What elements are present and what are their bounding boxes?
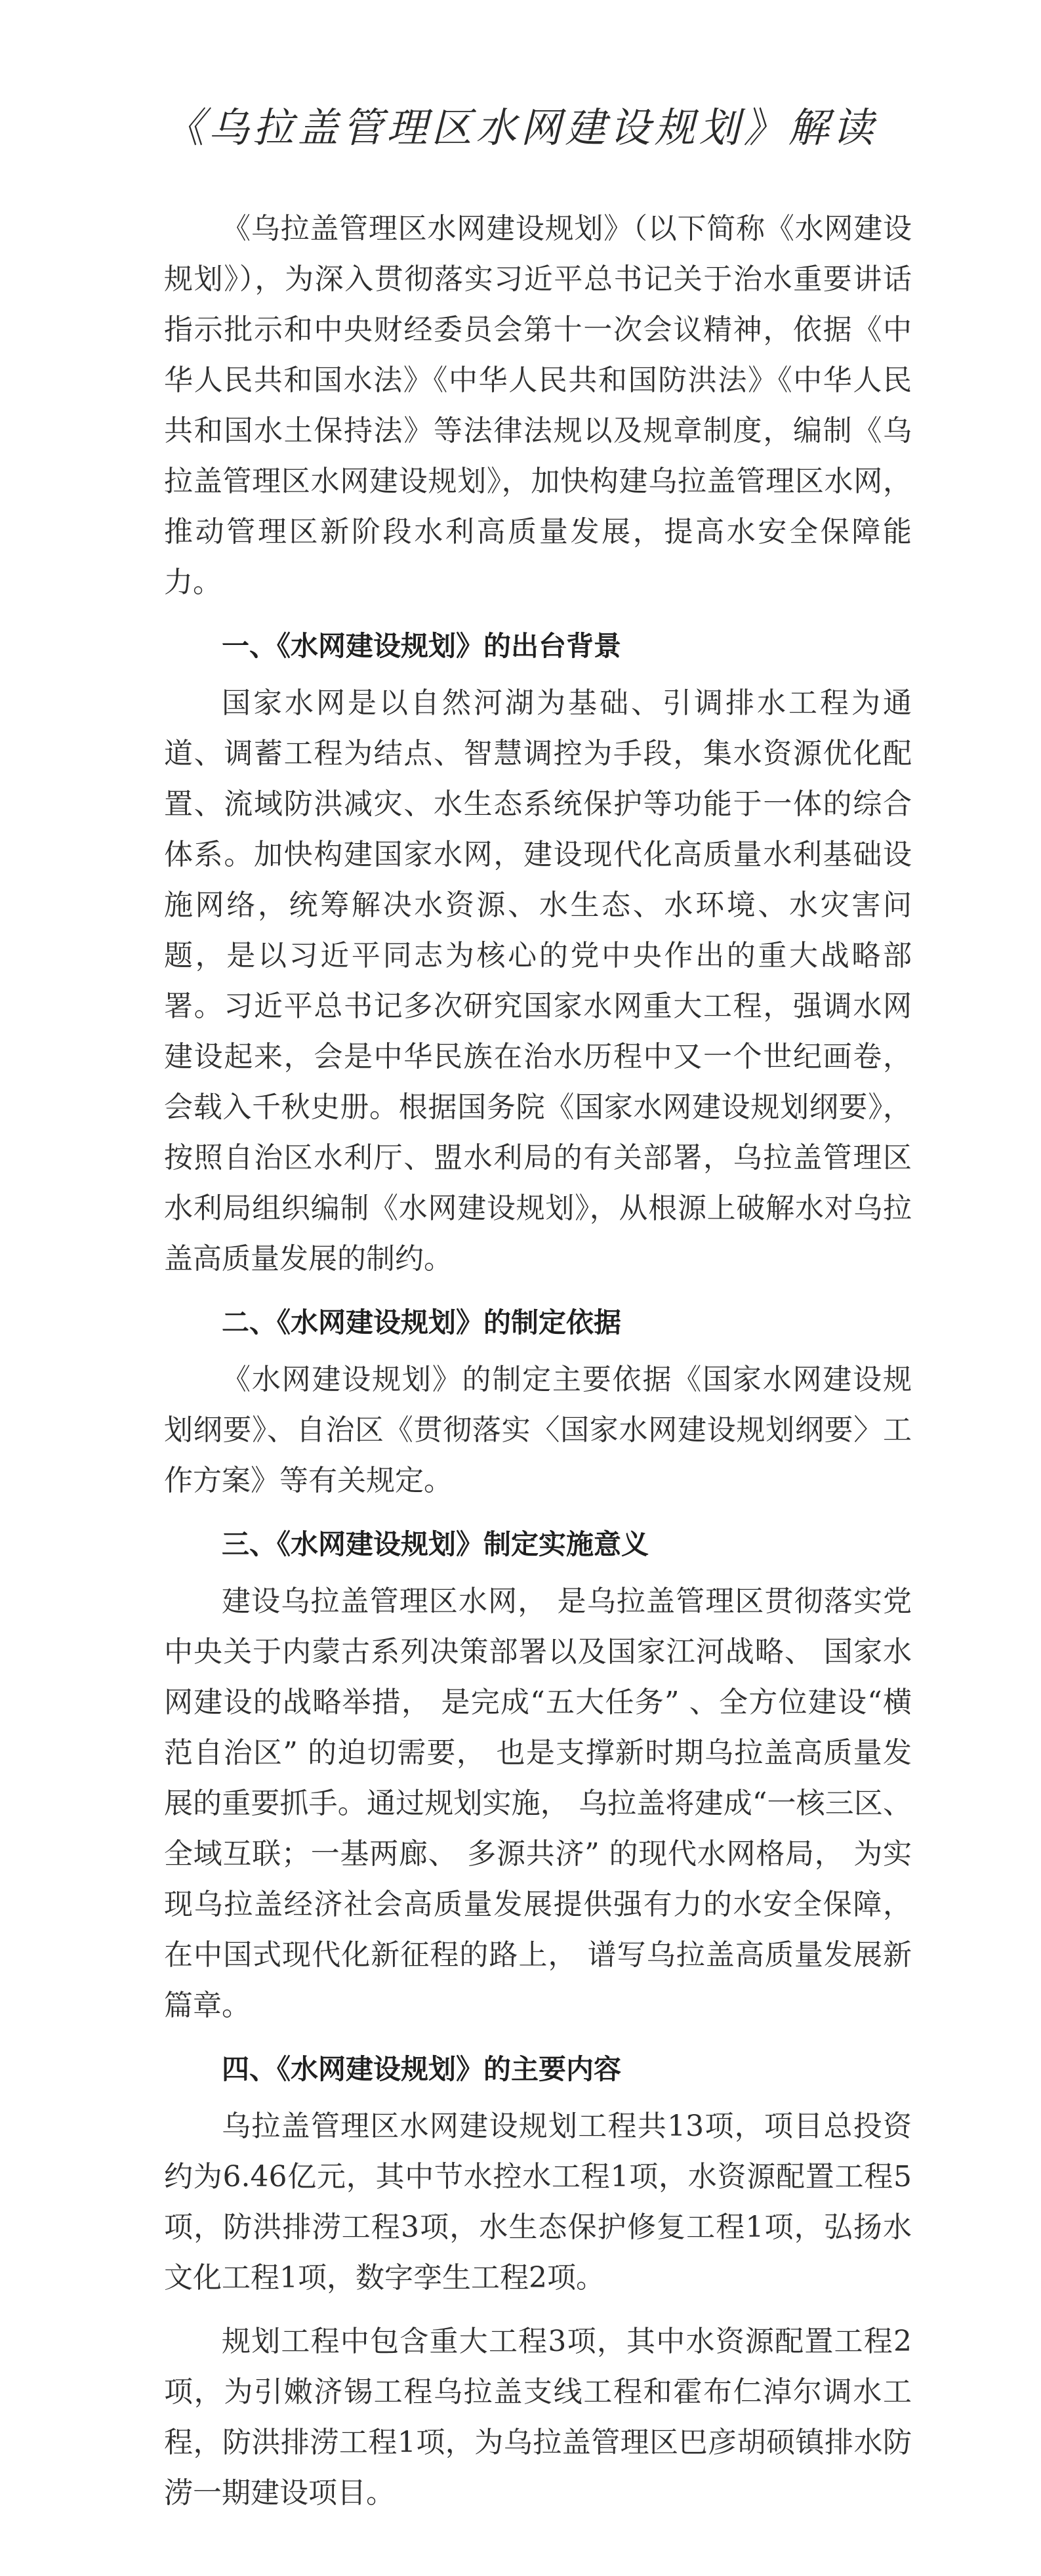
document-body: [164, 203, 912, 2531]
section-heading-main-content: 四、《水网建设规划》的主要内容: [222, 2053, 622, 2085]
section-basis-paragraph: 《水网建设规划》的制定主要依据《国家水网建设规划纲要》、自治区《贯彻落实〈国家水网建设规划纲要〉工作方案》等有关规定。: [164, 1363, 912, 1497]
section-heading-basis: 二、《水网建设规划》的制定依据: [222, 1306, 622, 1339]
section-main-content-paragraph-2: 规划工程中包含重大工程3项，其中水资源配置工程2项，为引嫩济锡工程乌拉盖支线工程和霍布仁淖尔调水工程，防洪排涝工程1项，为乌拉盖管理区巴彦胡硕镇排水防涝一期建设项目。: [164, 2325, 912, 2510]
section-significance-paragraph: 建设乌拉盖管理区水网， 是乌拉盖管理区贯彻落实党中央关于内蒙古系列决策部署以及国家江河战略、 国家水网建设的战略举措， 是完成“五大任务” 、全方位建设“横范自治区” 的迫切需要， 也是支撑新时期乌拉盖高质量发展的重要抓手。通过规划实施， 乌拉盖将建成“一核三区、 全域互联；一基两廊、 多源共济” 的现代水网格局， 为实现乌拉盖经济社会高质量发展提供强有力的水安全保障， 在中国式现代化新征程的路上， 谱写乌拉盖高质量发展新篇章。: [164, 1585, 912, 2022]
section-heading-background: 一、《水网建设规划》的出台背景: [222, 630, 622, 662]
section-background-paragraph: 国家水网是以自然河湖为基础、引调排水工程为通道、调蓄工程为结点、智慧调控为手段，集水资源优化配置、流域防洪减灾、水生态系统保护等功能于一体的综合体系。加快构建国家水网，建设现代化高质量水利基础设施网络，统筹解决水资源、水生态、水环境、水灾害问题，是以习近平同志为核心的党中央作出的重大战略部署。习近平总书记多次研究国家水网重大工程，强调水网建设起来，会是中华民族在治水历程中又一个世纪画卷，会载入千秋史册。根据国务院《国家水网建设规划纲要》，按照自治区水利厅、盟水利局的有关部署，乌拉盖管理区水利局组织编制《水网建设规划》，从根源上破解水对乌拉盖高质量发展的制约。: [164, 686, 912, 1276]
intro-paragraph: 《乌拉盖管理区水网建设规划》（以下简称《水网建设规划》），为深入贯彻落实习近平总书记关于治水重要讲话指示批示和中央财经委员会第十一次会议精神，依据《中华人民共和国水法》《中华人民共和国防洪法》《中华人民共和国水土保持法》等法律法规以及规章制度，编制《乌拉盖管理区水网建设规划》，加快构建乌拉盖管理区水网，推动管理区新阶段水利高质量发展，提高水安全保障能力。: [164, 212, 912, 599]
section-heading-significance: 三、《水网建设规划》制定实施意义: [222, 1528, 649, 1560]
section-main-content-paragraph-1: 乌拉盖管理区水网建设规划工程共13项，项目总投资约为6.46亿元，其中节水控水工程1项，水资源配置工程5项，防洪排涝工程3项，水生态保护修复工程1项，弘扬水文化工程1项，数字孪生工程2项。: [164, 2109, 912, 2295]
document-title: 《乌拉盖管理区水网建设规划》解读: [163, 104, 878, 152]
